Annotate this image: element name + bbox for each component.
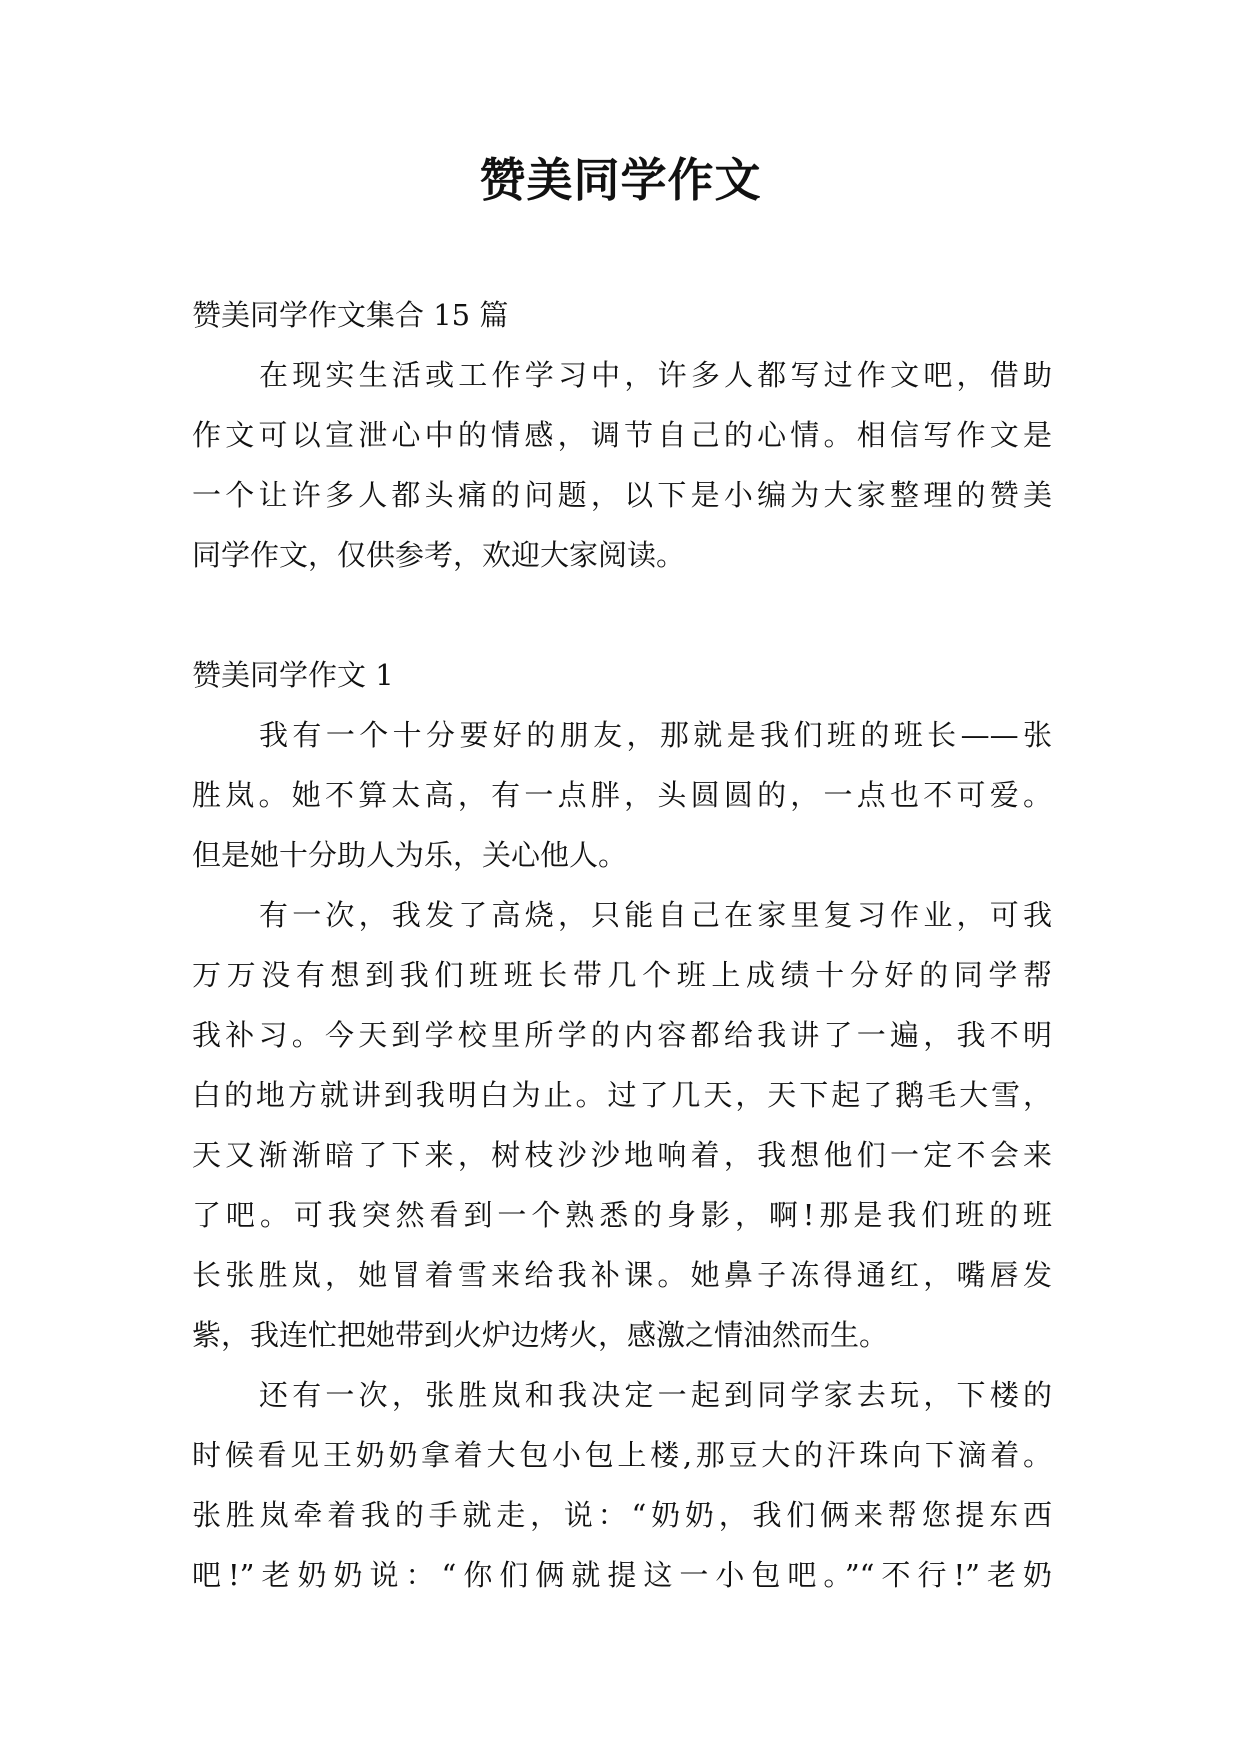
paragraph-line: 但是她十分助人为乐，关心他人。 <box>192 838 628 872</box>
collection-heading: 赞美同学作文集合 15 篇 <box>192 298 509 332</box>
intro-line: 在现实生活或工作学习中，许多人都写过作文吧，借助 <box>259 358 1052 392</box>
essay-paragraph-1 <box>192 705 1052 885</box>
paragraph-line: 万万没有想到我们班班长带几个班上成绩十分好的同学帮 <box>192 958 1052 992</box>
paragraph-line: 白的地方就讲到我明白为止。过了几天，天下起了鹅毛大雪， <box>192 1078 1052 1112</box>
section-spacer <box>192 585 1052 645</box>
essay-paragraph-3 <box>192 1365 1052 1605</box>
paragraph-line: 天又渐渐暗了下来，树枝沙沙地响着，我想他们一定不会来 <box>192 1138 1052 1172</box>
document-title: 赞美同学作文 <box>479 153 762 207</box>
paragraph-line: 有一次，我发了高烧，只能自己在家里复习作业，可我 <box>259 898 1052 932</box>
document-body <box>192 285 1052 1605</box>
paragraph-line: 吧!”老奶奶说：“你们俩就提这一小包吧。”“不行!”老奶 <box>192 1558 1052 1592</box>
paragraph-line: 了吧。可我突然看到一个熟悉的身影，啊!那是我们班的班 <box>192 1198 1052 1232</box>
paragraph-line: 张胜岚牵着我的手就走，说：“奶奶，我们俩来帮您提东西 <box>192 1498 1052 1532</box>
paragraph-line: 我有一个十分要好的朋友，那就是我们班的班长——张 <box>259 718 1052 752</box>
paragraph-line: 紫，我连忙把她带到火炉边烤火，感激之情油然而生。 <box>192 1318 889 1352</box>
paragraph-line: 时候看见王奶奶拿着大包小包上楼,那豆大的汗珠向下滴着。 <box>192 1438 1052 1472</box>
paragraph-line: 胜岚。她不算太高，有一点胖，头圆圆的，一点也不可爱。 <box>192 778 1052 812</box>
intro-line: 一个让许多人都头痛的问题，以下是小编为大家整理的赞美 <box>192 478 1052 512</box>
essay-heading: 赞美同学作文 1 <box>192 658 394 692</box>
paragraph-line: 我补习。今天到学校里所学的内容都给我讲了一遍，我不明 <box>192 1018 1052 1052</box>
paragraph-line: 还有一次，张胜岚和我决定一起到同学家去玩，下楼的 <box>259 1378 1052 1412</box>
intro-line: 同学作文，仅供参考，欢迎大家阅读。 <box>192 538 686 572</box>
intro-line: 作文可以宣泄心中的情感，调节自己的心情。相信写作文是 <box>192 418 1052 452</box>
essay-paragraph-2 <box>192 885 1052 1365</box>
paragraph-line: 长张胜岚，她冒着雪来给我补课。她鼻子冻得通红，嘴唇发 <box>192 1258 1052 1292</box>
intro-paragraph <box>192 345 1052 585</box>
